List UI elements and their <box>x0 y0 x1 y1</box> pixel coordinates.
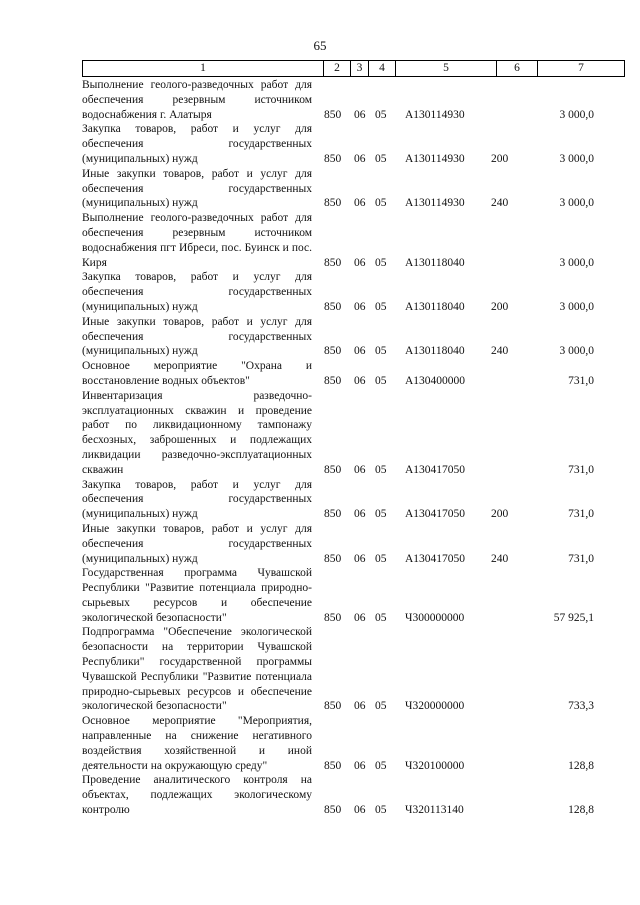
row-expense-type: 240 <box>491 345 509 358</box>
row-subsection-code: 06 <box>354 759 366 772</box>
table-row <box>82 211 622 270</box>
column-header-table <box>82 60 625 77</box>
table-row <box>82 522 622 566</box>
table-row <box>82 359 622 389</box>
header-col-1: 1 <box>83 61 324 77</box>
row-amount: 731,0 <box>568 463 594 476</box>
row-description: Иные закупки товаров, работ и услуг для обеспечения государственных (муниципальных) нужд <box>82 522 312 565</box>
row-description: Основное мероприятие "Мероприятия, направленные на снижение негативного воздействия хозяйственной и иной деятельности на окружающую среду" <box>82 715 312 772</box>
row-item-code: 05 <box>375 804 387 817</box>
table-row <box>82 714 622 773</box>
row-target-article: Ч320000000 <box>405 700 465 713</box>
row-subsection-code: 06 <box>354 197 366 210</box>
row-section-code: 850 <box>324 256 342 269</box>
table-row <box>82 78 622 122</box>
row-expense-type: 200 <box>491 300 509 313</box>
table-row <box>82 315 622 359</box>
row-amount: 3 000,0 <box>559 152 594 165</box>
row-subsection-code: 06 <box>354 611 366 624</box>
header-col-4: 4 <box>369 61 396 77</box>
row-item-code: 05 <box>375 300 387 313</box>
row-subsection-code: 06 <box>354 552 366 565</box>
row-section-code: 850 <box>324 552 342 565</box>
row-subsection-code: 06 <box>354 508 366 521</box>
row-amount: 731,0 <box>568 552 594 565</box>
row-target-article: А130118040 <box>405 345 465 358</box>
row-description: Выполнение геолого-разведочных работ для обеспечения резервным источником водоснабжения г. Алатыря <box>82 79 312 121</box>
row-description: Основное мероприятие "Охрана и восстановление водных объектов" <box>82 360 312 387</box>
row-item-code: 05 <box>375 152 387 165</box>
row-item-code: 05 <box>375 256 387 269</box>
row-section-code: 850 <box>324 804 342 817</box>
row-subsection-code: 06 <box>354 256 366 269</box>
row-target-article: Ч320113140 <box>405 804 464 817</box>
row-target-article: А130417050 <box>405 552 466 565</box>
table-row <box>82 389 622 478</box>
row-amount: 57 925,1 <box>553 611 594 624</box>
row-amount: 731,0 <box>568 374 594 387</box>
row-item-code: 05 <box>375 374 387 387</box>
row-amount: 3 000,0 <box>559 108 594 121</box>
row-section-code: 850 <box>324 611 342 624</box>
row-description: Инвентаризация разведочно-эксплуатационных скважин и проведение работ по ликвидационному тампонажу бесхозных, заброшенных и подлежащих ликвидации разведочно-эксплуатационных скважин <box>82 389 312 476</box>
table-row <box>82 566 622 625</box>
row-expense-type: 200 <box>491 152 509 165</box>
row-section-code: 850 <box>324 152 342 165</box>
row-target-article: А130417050 <box>405 463 466 476</box>
row-amount: 3 000,0 <box>559 345 594 358</box>
row-subsection-code: 06 <box>354 374 366 387</box>
row-item-code: 05 <box>375 759 387 772</box>
row-item-code: 05 <box>375 345 387 358</box>
table-row <box>82 625 622 714</box>
row-item-code: 05 <box>375 611 387 624</box>
row-target-article: Ч300000000 <box>405 611 465 624</box>
row-amount: 3 000,0 <box>559 256 594 269</box>
row-subsection-code: 06 <box>354 804 366 817</box>
row-section-code: 850 <box>324 759 342 772</box>
row-subsection-code: 06 <box>354 300 366 313</box>
row-section-code: 850 <box>324 508 342 521</box>
row-description: Закупка товаров, работ и услуг для обеспечения государственных (муниципальных) нужд <box>82 478 312 521</box>
row-amount: 733,3 <box>568 700 594 713</box>
table-row <box>82 122 622 166</box>
table-row <box>82 167 622 211</box>
row-description: Государственная программа Чувашской Республики "Развитие потенциала природно-сырьевых ресурсов и обеспечение экологической безопасности" <box>82 567 312 624</box>
row-expense-type: 200 <box>491 508 509 521</box>
row-subsection-code: 06 <box>354 463 366 476</box>
table-row <box>82 270 622 314</box>
row-item-code: 05 <box>375 508 387 521</box>
row-section-code: 850 <box>324 374 342 387</box>
row-section-code: 850 <box>324 700 342 713</box>
header-col-2: 2 <box>324 61 351 77</box>
row-target-article: А130118040 <box>405 256 465 269</box>
row-subsection-code: 06 <box>354 345 366 358</box>
table-row <box>82 478 622 522</box>
row-item-code: 05 <box>375 700 387 713</box>
row-expense-type: 240 <box>491 197 509 210</box>
row-description: Выполнение геолого-разведочных работ для обеспечения резервным источником водоснабжения пгт Ибреси, пос. Буинск и пос. Киря <box>82 212 312 269</box>
row-subsection-code: 06 <box>354 108 366 121</box>
table-row <box>82 773 622 817</box>
row-target-article: А130417050 <box>405 508 466 521</box>
row-expense-type: 240 <box>491 552 509 565</box>
row-target-article: А130114930 <box>405 152 465 165</box>
header-col-3: 3 <box>351 61 369 77</box>
header-col-5: 5 <box>396 61 497 77</box>
row-target-article: А130114930 <box>405 197 465 210</box>
row-amount: 128,8 <box>568 804 594 817</box>
row-section-code: 850 <box>324 108 342 121</box>
header-col-6: 6 <box>497 61 538 77</box>
row-target-article: А130118040 <box>405 300 465 313</box>
row-target-article: А130400000 <box>405 374 466 387</box>
row-amount: 731,0 <box>568 508 594 521</box>
row-description: Закупка товаров, работ и услуг для обеспечения государственных (муниципальных) нужд <box>82 271 312 313</box>
row-description: Иные закупки товаров, работ и услуг для обеспечения государственных (муниципальных) нужд <box>82 315 312 358</box>
row-item-code: 05 <box>375 463 387 476</box>
row-description: Иные закупки товаров, работ и услуг для обеспечения государственных (муниципальных) нужд <box>82 167 312 210</box>
row-section-code: 850 <box>324 345 342 358</box>
row-description: Закупка товаров, работ и услуг для обеспечения государственных (муниципальных) нужд <box>82 123 312 165</box>
row-section-code: 850 <box>324 463 342 476</box>
row-section-code: 850 <box>324 197 342 210</box>
row-amount: 128,8 <box>568 759 594 772</box>
row-target-article: А130114930 <box>405 108 465 121</box>
row-section-code: 850 <box>324 300 342 313</box>
row-subsection-code: 06 <box>354 152 366 165</box>
row-description: Проведение аналитического контроля на объектах, подлежащих экологическому контролю <box>82 774 312 817</box>
row-amount: 3 000,0 <box>559 300 594 313</box>
row-amount: 3 000,0 <box>559 197 594 210</box>
row-item-code: 05 <box>375 108 387 121</box>
header-col-7: 7 <box>538 61 625 77</box>
page-number: 65 <box>313 38 327 53</box>
row-target-article: Ч320100000 <box>405 759 465 772</box>
row-subsection-code: 06 <box>354 700 366 713</box>
budget-table-body <box>82 78 622 818</box>
row-description: Подпрограмма "Обеспечение экологической безопасности на территории Чувашской Республики" государственной программы Чувашской Республики "Развитие потенциала природно-сырьевых ресурсов и обеспечение экологической безопасности" <box>82 626 312 713</box>
row-item-code: 05 <box>375 552 387 565</box>
row-item-code: 05 <box>375 197 387 210</box>
